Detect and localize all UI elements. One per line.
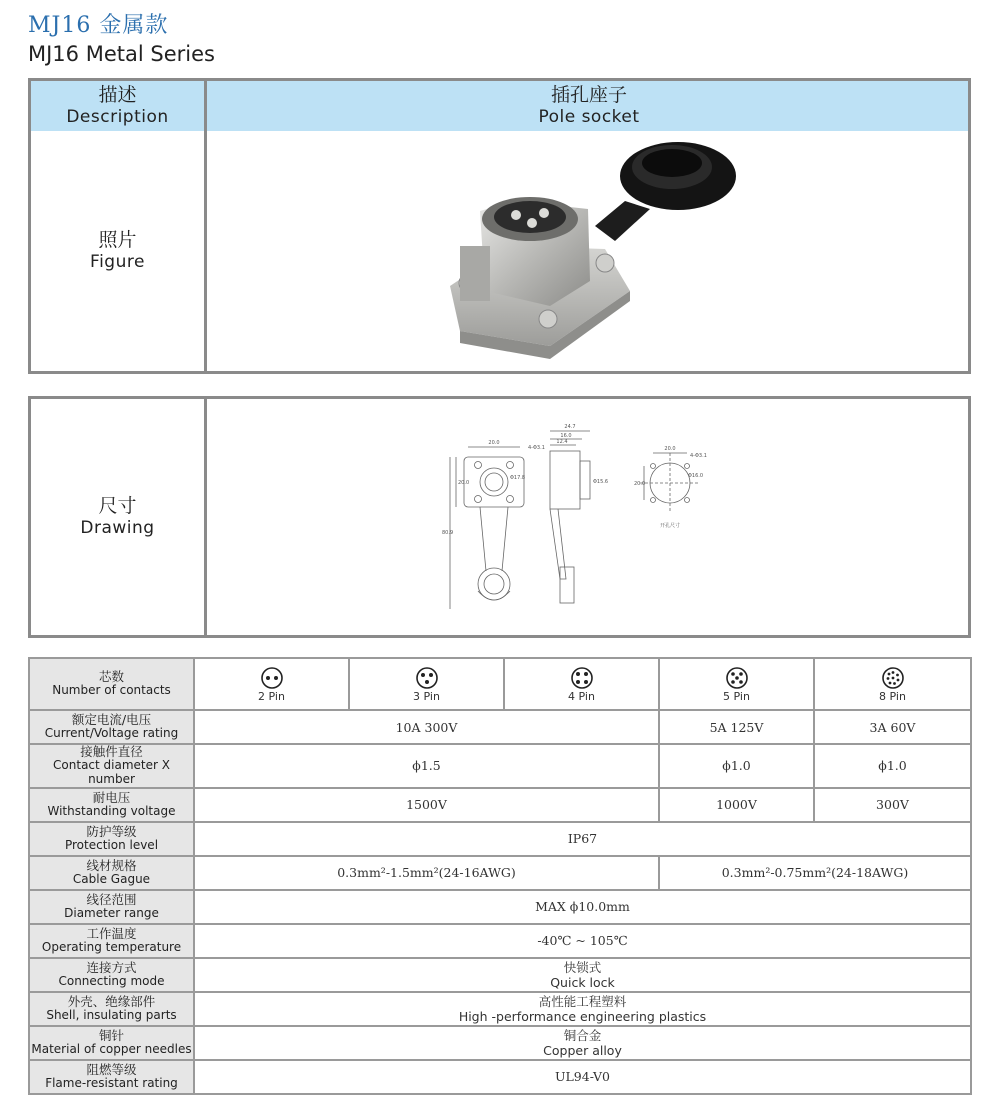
dim-front-dia: Φ17.8: [510, 475, 526, 481]
needle-label-cn: 铜针: [98, 1027, 124, 1043]
table-row: [29, 1026, 971, 1060]
technical-drawing: [210, 399, 972, 635]
description-label-en: Description: [66, 107, 169, 128]
drawing-label-cell: [31, 399, 207, 635]
table-row: [29, 822, 971, 856]
figure-label-cell: [31, 131, 207, 371]
diameter-value-3: ϕ1.0: [814, 744, 971, 788]
connect-label-cn: 连接方式: [86, 959, 137, 975]
shell-label-en: Shell, insulating parts: [46, 1008, 177, 1023]
product-header-cell: [210, 81, 968, 131]
figure-label-cn: 照片: [98, 229, 137, 252]
protection-label-cn: 防护等级: [86, 823, 137, 839]
pin-4-icon: [570, 666, 594, 690]
diameter-label: [29, 744, 194, 788]
shell-label: [29, 992, 194, 1026]
diameter-label-en: Contact diameter X number: [53, 758, 170, 787]
temp-label-en: Operating temperature: [41, 940, 182, 955]
dim-front-height: 20.0: [458, 480, 470, 486]
pin-8-label: 8 Pin: [879, 689, 906, 703]
dim-cut-width: 20.0: [664, 446, 676, 452]
drawing-label-cn: 尺寸: [98, 495, 137, 518]
dim-total-length: 80.9: [442, 530, 454, 536]
diameter-value-2: ϕ1.0: [659, 744, 814, 788]
protection-value: IP67: [194, 822, 971, 856]
cable-label-en: Cable Gague: [72, 872, 151, 887]
table-row: [29, 710, 971, 744]
spec-table: [28, 657, 972, 1095]
description-header-cell: [31, 81, 207, 131]
table-row: [29, 992, 971, 1026]
contacts-label-en: Number of contacts: [52, 683, 171, 698]
cable-value-2: 0.3mm²-0.75mm²(24-18AWG): [659, 856, 971, 890]
shell-value: [194, 992, 971, 1026]
rating-label-cn: 额定电流/电压: [71, 711, 152, 727]
connect-label-en: Connecting mode: [58, 974, 165, 989]
flame-label: [29, 1060, 194, 1094]
withstand-label-cn: 耐电压: [92, 789, 131, 805]
withstand-value-2: 1000V: [659, 788, 814, 822]
range-label-en: Diameter range: [64, 906, 159, 921]
withstand-value-3: 300V: [814, 788, 971, 822]
drawing-row: [28, 396, 971, 638]
pin-4-label: 4 Pin: [568, 689, 595, 703]
needle-value-cn: 铜合金: [563, 1027, 602, 1043]
table-row: [29, 924, 971, 958]
drawing-label-en: Drawing: [80, 518, 155, 539]
cable-value-1: 0.3mm²-1.5mm²(24-16AWG): [194, 856, 659, 890]
cable-label-cn: 线材规格: [86, 857, 137, 873]
pin-2-label: 2 Pin: [258, 689, 285, 703]
connect-value: [194, 958, 971, 992]
dim-side-depth: 24.7: [564, 424, 576, 430]
table-row: [29, 788, 971, 822]
pin-3-icon: [415, 666, 439, 690]
contacts-label-cn: 芯数: [98, 668, 124, 684]
pin-5: [659, 658, 814, 710]
pin-8-icon: [881, 666, 905, 690]
table-row: [29, 890, 971, 924]
needle-label-en: Material of copper needles: [31, 1042, 192, 1057]
page-title-cn: MJ16 金属款: [28, 13, 169, 38]
temp-value: -40℃ ~ 105℃: [194, 924, 971, 958]
shell-label-cn: 外壳、绝缘部件: [67, 993, 156, 1009]
rating-value-1: 10A 300V: [194, 710, 659, 744]
dim-front-width: 20.0: [488, 440, 500, 446]
table-row: [29, 744, 971, 788]
pin-5-label: 5 Pin: [723, 689, 750, 703]
pin-8: [814, 658, 971, 710]
product-name-cn: 插孔座子: [550, 84, 627, 107]
withstand-value-1: 1500V: [194, 788, 659, 822]
needle-value: [194, 1026, 971, 1060]
temp-label-cn: 工作温度: [86, 925, 137, 941]
rating-value-3: 3A 60V: [814, 710, 971, 744]
pin-2: [194, 658, 349, 710]
needle-value-en: Copper alloy: [543, 1042, 622, 1058]
needle-label: [29, 1026, 194, 1060]
diameter-value-1: ϕ1.5: [194, 744, 659, 788]
diameter-label-cn: 接触件直径: [80, 744, 143, 759]
range-label-cn: 线径范围: [86, 891, 137, 907]
flame-label-cn: 阻燃等级: [86, 1061, 137, 1077]
dim-front-holes: 4-Φ3.1: [528, 445, 545, 451]
figure-row: [28, 131, 971, 374]
flame-label-en: Flame-resistant rating: [45, 1076, 178, 1091]
description-label-cn: 描述: [98, 84, 137, 107]
connect-value-cn: 快锁式: [563, 959, 602, 975]
connect-label: [29, 958, 194, 992]
table-row: [29, 1060, 971, 1094]
dim-side-b: 12.4: [556, 439, 568, 445]
pin-3-label: 3 Pin: [413, 689, 440, 703]
range-value: MAX ϕ10.0mm: [194, 890, 971, 924]
cable-label: [29, 856, 194, 890]
pin-3: [349, 658, 504, 710]
product-name-en: Pole socket: [538, 107, 640, 128]
table-row: [29, 658, 971, 710]
dim-side-a: 16.0: [560, 433, 572, 439]
top-table-header: [28, 78, 971, 134]
shell-value-cn: 高性能工程塑料: [538, 993, 627, 1009]
shell-value-en: High -performance engineering plastics: [458, 1008, 707, 1024]
figure-cell: [210, 131, 968, 371]
dim-cut-dia: Φ16.0: [688, 473, 704, 479]
pin-5-icon: [725, 666, 749, 690]
drawing-cell: [210, 399, 968, 635]
cutout-note: 开孔尺寸: [659, 523, 681, 529]
pin-2-icon: [260, 666, 284, 690]
protection-label-en: Protection level: [64, 838, 159, 853]
protection-label: [29, 822, 194, 856]
temp-label: [29, 924, 194, 958]
contacts-label: [29, 658, 194, 710]
dim-side-dia: Φ15.6: [593, 479, 609, 485]
dim-cut-holes: 4-Φ3.1: [690, 453, 707, 459]
page-title-en: MJ16 Metal Series: [28, 42, 215, 66]
figure-label-en: Figure: [90, 252, 145, 273]
rating-value-2: 5A 125V: [659, 710, 814, 744]
table-row: [29, 856, 971, 890]
table-row: [29, 958, 971, 992]
flame-value: UL94-V0: [194, 1060, 971, 1094]
rating-label-en: Current/Voltage rating: [44, 726, 179, 741]
connect-value-en: Quick lock: [550, 974, 615, 990]
withstand-label: [29, 788, 194, 822]
rating-label: [29, 710, 194, 744]
product-photo: [210, 131, 972, 368]
dim-cut-height: 20.0: [634, 481, 646, 487]
range-label: [29, 890, 194, 924]
withstand-label-en: Withstanding voltage: [47, 804, 176, 819]
pin-4: [504, 658, 659, 710]
